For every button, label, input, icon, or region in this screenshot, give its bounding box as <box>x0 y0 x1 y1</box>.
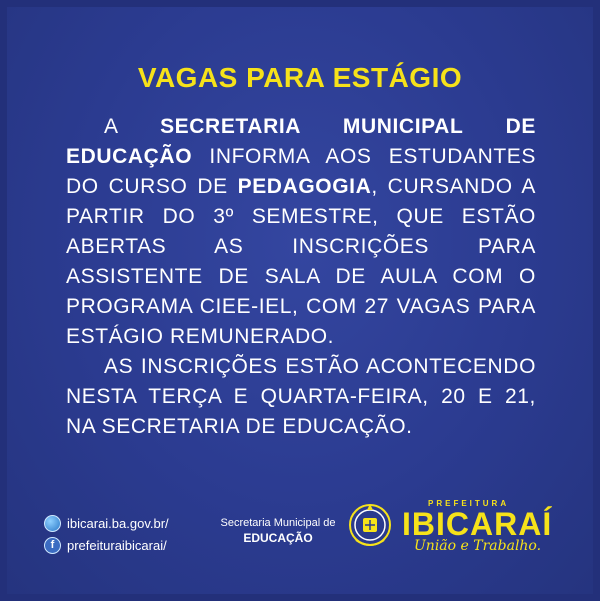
prefeitura-logo <box>402 499 552 554</box>
logo-prefix: PREFEITURA <box>428 499 510 508</box>
municipal-seal-icon <box>348 500 392 550</box>
poster-title: VAGAS PARA ESTÁGIO <box>137 62 463 93</box>
department-line-2: EDUCAÇÃO <box>243 531 313 545</box>
facebook-row[interactable] <box>44 534 169 556</box>
website-link[interactable]: ibicarai.ba.gov.br/ <box>67 515 169 531</box>
department-label <box>218 516 338 546</box>
paragraph-2 <box>66 352 536 442</box>
p2-text: AS INSCRIÇÕES ESTÃO ACONTECENDO NESTA TERÇA E QUARTA-FEIRA, 20 E 21, NA SECRETARIA DE EDUCAÇÃO. <box>66 355 536 438</box>
paragraph-1 <box>66 112 536 352</box>
announcement-body <box>66 112 536 442</box>
p1-tail: , CURSANDO A PARTIR DO 3º SEMESTRE, QUE ESTÃO ABERTAS AS INSCRIÇÕES PARA ASSISTENTE DE SALA DE AULA COM O PROGRAMA CIEE-IEL, COM 27 VAGAS PARA ESTÁGIO REMUNERADO. <box>66 175 536 348</box>
logo-name: IBICARAÍ <box>402 506 553 542</box>
p1-bold-pedagogia: PEDAGOGIA <box>237 175 372 198</box>
facebook-link[interactable]: prefeituraibicarai/ <box>67 537 167 553</box>
logo-tagline: União e Trabalho. <box>414 538 542 554</box>
p1-mid: INFORMA AOS ESTUDANTES DO CURSO DE <box>66 145 536 198</box>
p1-bold-secretaria: SECRETARIA MUNICIPAL DE EDUCAÇÃO <box>66 115 536 168</box>
website-row[interactable] <box>44 512 169 534</box>
contact-links <box>44 512 169 556</box>
globe-icon <box>44 515 61 532</box>
department-line-1: Secretaria Municipal de <box>220 517 336 529</box>
p1-lead: A <box>104 115 161 138</box>
facebook-icon: f <box>44 537 61 554</box>
